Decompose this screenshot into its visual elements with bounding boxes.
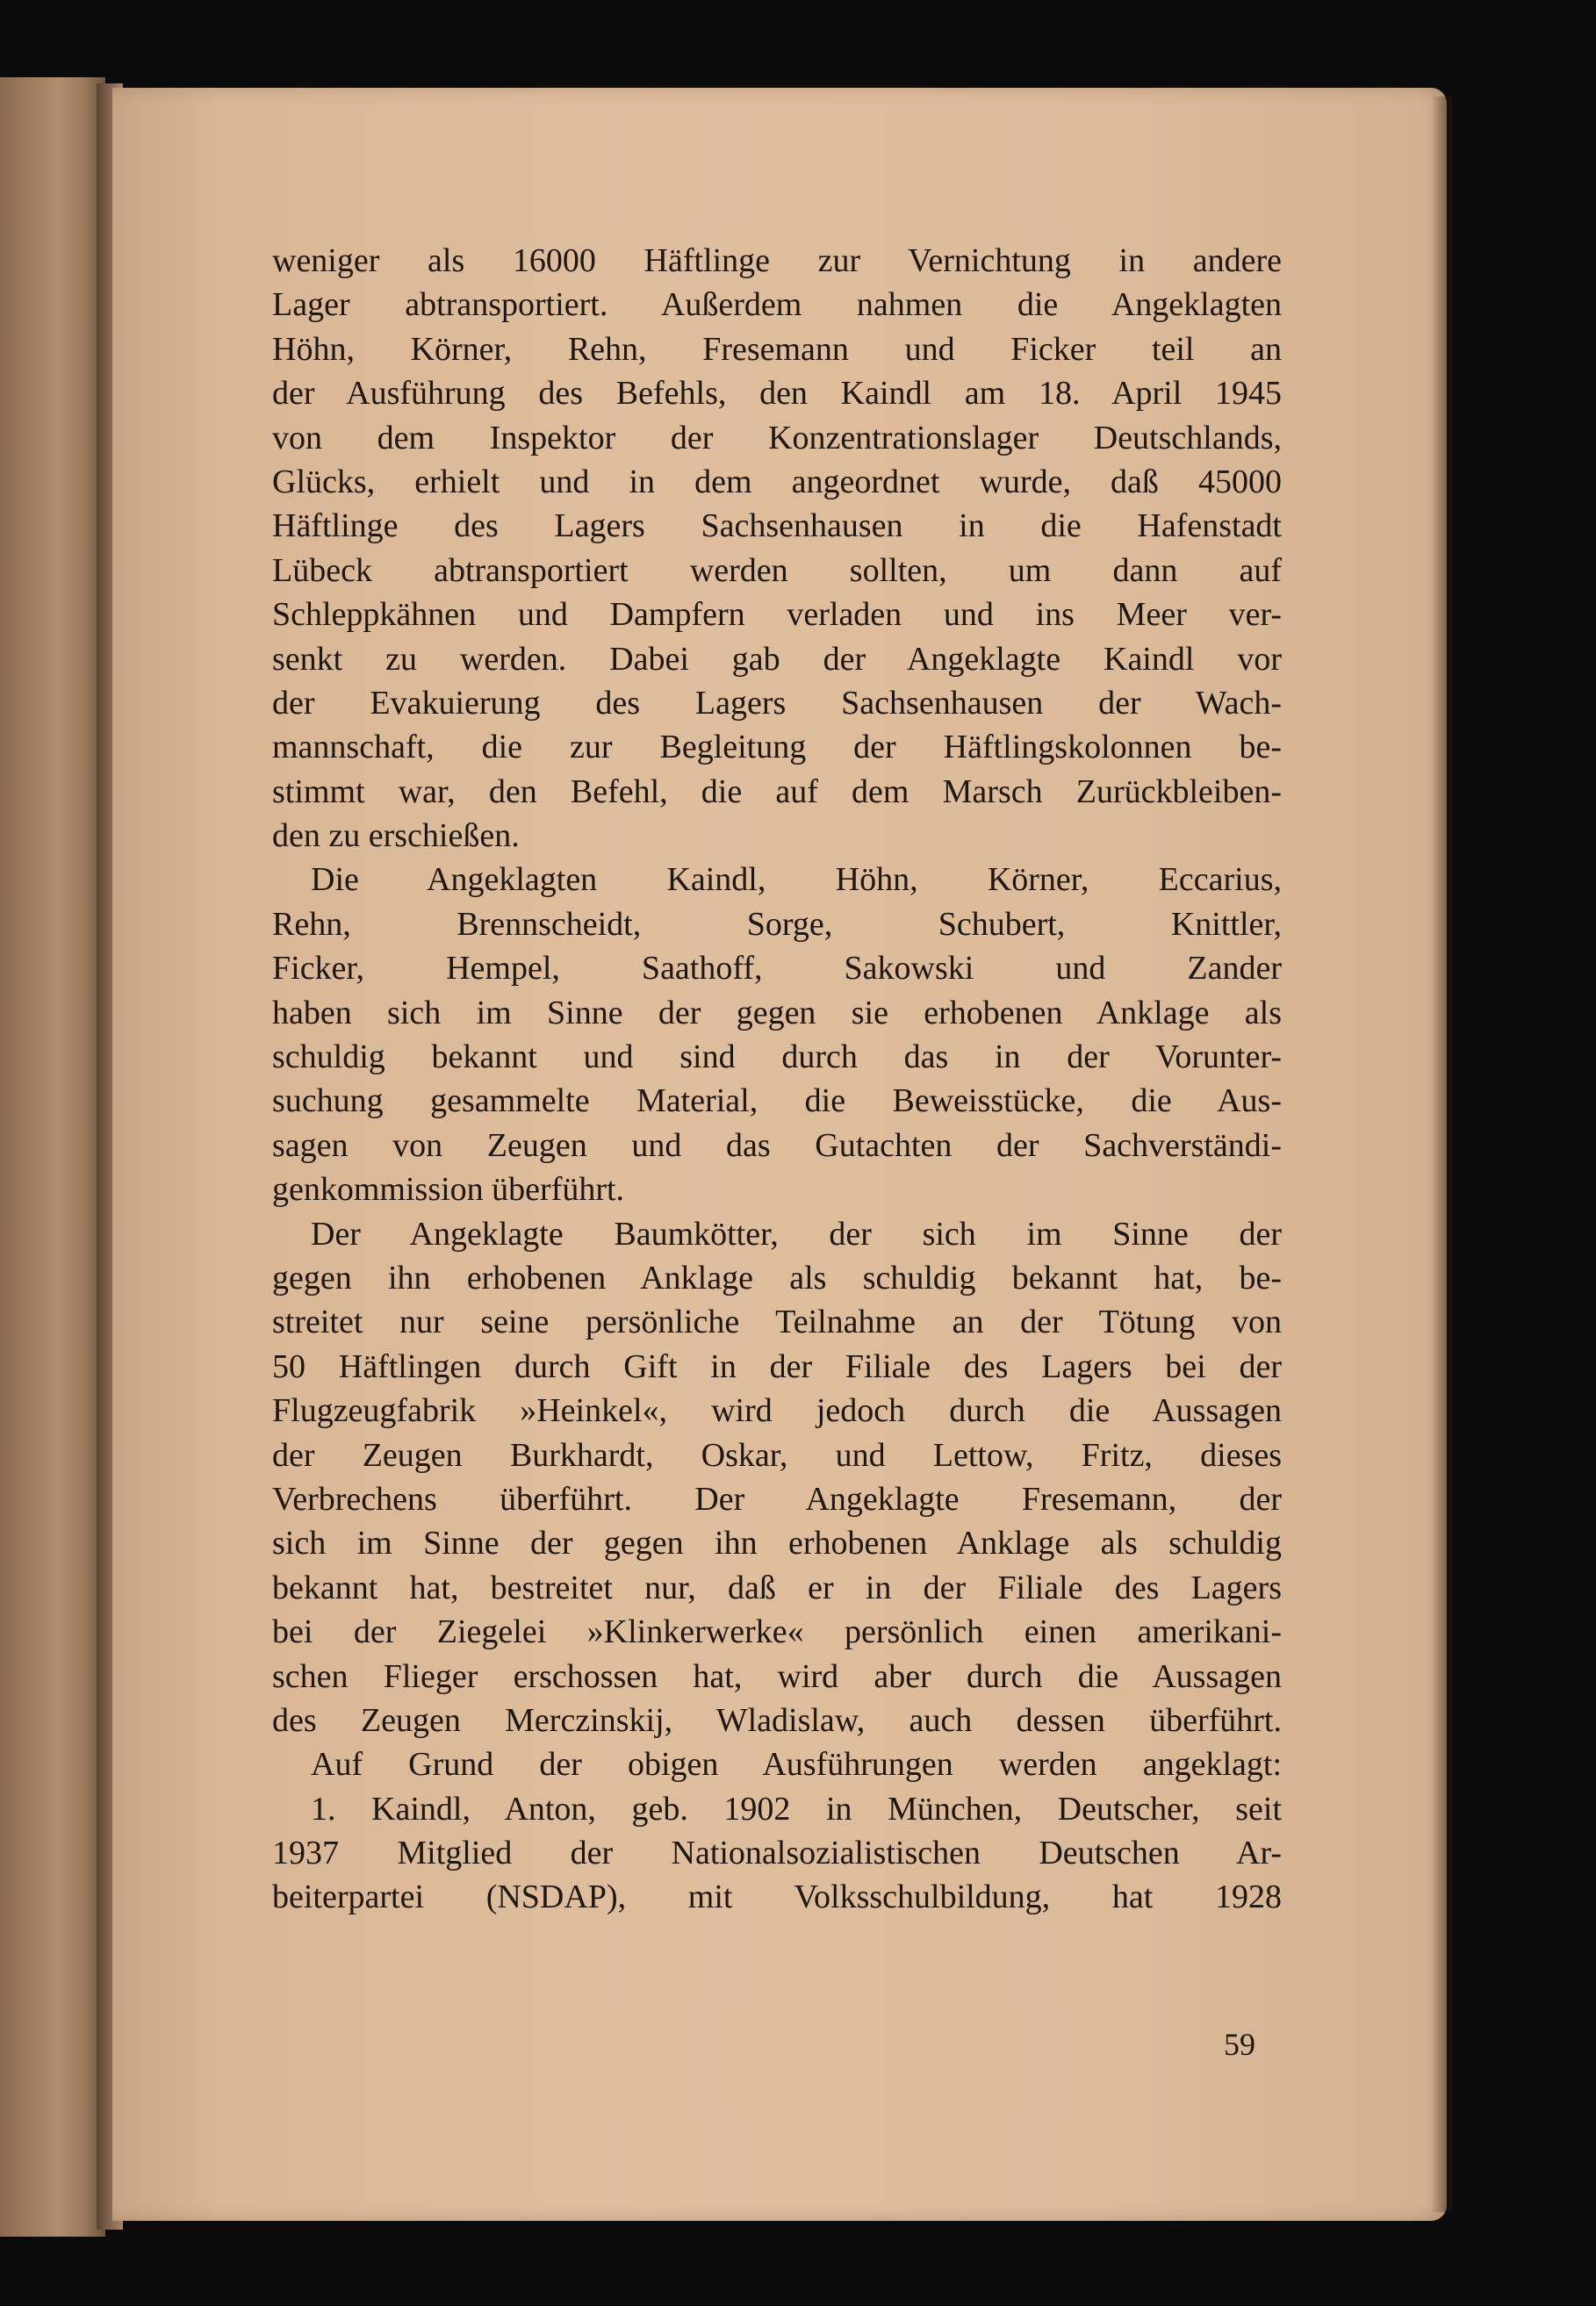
text-line: schen Flieger erschossen hat, wird aber durch die Aussagen (272, 1657, 1282, 1695)
text-line: bei der Ziegelei »Klinkerwerke« persönlich einen amerikani- (272, 1613, 1282, 1651)
text-line: sich im Sinne der gegen ihn erhobenen Anklage als schuldig (272, 1525, 1282, 1562)
text-line: senkt zu werden. Dabei gab der Angeklagte Kaindl vor (272, 640, 1282, 678)
text-line: genkommission überführt. (272, 1171, 625, 1209)
text-line: Flugzeugfabrik »Heinkel«, wird jedoch durch die Aussagen (272, 1392, 1282, 1430)
text-line: weniger als 16000 Häftlinge zur Vernichtung in andere (272, 242, 1282, 279)
text-line: streitet nur seine persönliche Teilnahme an der Tötung von (272, 1304, 1282, 1341)
left-page-edge (0, 77, 105, 2237)
text-line: Lübeck abtransportiert werden sollten, um dann auf (272, 551, 1282, 589)
text-line: sagen von Zeugen und das Gutachten der Sachverständi- (272, 1126, 1282, 1164)
text-line: Schleppkähnen und Dampfern verladen und ins Meer ver- (272, 596, 1282, 634)
text-line: der Zeugen Burkhardt, Oskar, und Lettow, Fritz, dieses (272, 1436, 1282, 1474)
text-line: Rehn, Brennscheidt, Sorge, Schubert, Knittler, (272, 905, 1282, 943)
text-line: Auf Grund der obigen Ausführungen werden angeklagt: (311, 1746, 1282, 1784)
body-text (272, 239, 1282, 1920)
text-line: Der Angeklagte Baumkötter, der sich im Sinne der (311, 1215, 1282, 1253)
book-page (112, 88, 1447, 2221)
page-text-block (272, 239, 1282, 1920)
text-line: haben sich im Sinne der gegen sie erhobenen Anklage als (272, 994, 1282, 1031)
text-line: mannschaft, die zur Begleitung der Häftlingskolonnen be- (272, 729, 1282, 766)
text-line: 1937 Mitglied der Nationalsozialistischen Deutschen Ar- (272, 1835, 1282, 1872)
text-line: stimmt war, den Befehl, die auf dem Marsch Zurückbleiben- (272, 772, 1282, 810)
page-edge-shadow (1431, 97, 1452, 2212)
text-line: Die Angeklagten Kaindl, Höhn, Körner, Eccarius, (311, 861, 1282, 899)
text-line: der Evakuierung des Lagers Sachsenhausen der Wach- (272, 684, 1282, 722)
text-line: der Ausführung des Befehls, den Kaindl am 18. April 1945 (272, 375, 1282, 413)
page-number: 59 (1224, 2027, 1255, 2062)
text-line: gegen ihn erhobenen Anklage als schuldig bekannt hat, be- (272, 1259, 1282, 1297)
text-line: beiterpartei (NSDAP), mit Volksschulbildung, hat 1928 (272, 1879, 1282, 1916)
text-line: des Zeugen Merczinskij, Wladislaw, auch dessen überführt. (272, 1701, 1282, 1739)
text-line: schuldig bekannt und sind durch das in der Vorunter- (272, 1038, 1282, 1076)
text-line: bekannt hat, bestreitet nur, daß er in der Filiale des Lagers (272, 1569, 1282, 1606)
text-line: Lager abtransportiert. Außerdem nahmen die Angeklagten (272, 286, 1282, 324)
text-line: Verbrechens überführt. Der Angeklagte Fresemann, der (272, 1480, 1282, 1518)
text-line: Ficker, Hempel, Saathoff, Sakowski und Zander (272, 950, 1282, 988)
text-line: 50 Häftlingen durch Gift in der Filiale des Lagers bei der (272, 1347, 1282, 1385)
text-line: von dem Inspektor der Konzentrationslager Deutschlands, (272, 419, 1282, 456)
text-line: den zu erschießen. (272, 817, 520, 855)
text-line: Glücks, erhielt und in dem angeordnet wurde, daß 45000 (272, 463, 1282, 500)
text-line: suchung gesammelte Material, die Beweisstücke, die Aus- (272, 1082, 1282, 1120)
text-line: Häftlinge des Lagers Sachsenhausen in die Hafenstadt (272, 507, 1282, 545)
text-line: 1. Kaindl, Anton, geb. 1902 in München, Deutscher, seit (311, 1790, 1282, 1828)
text-line: Höhn, Körner, Rehn, Fresemann und Ficker teil an (272, 330, 1282, 368)
